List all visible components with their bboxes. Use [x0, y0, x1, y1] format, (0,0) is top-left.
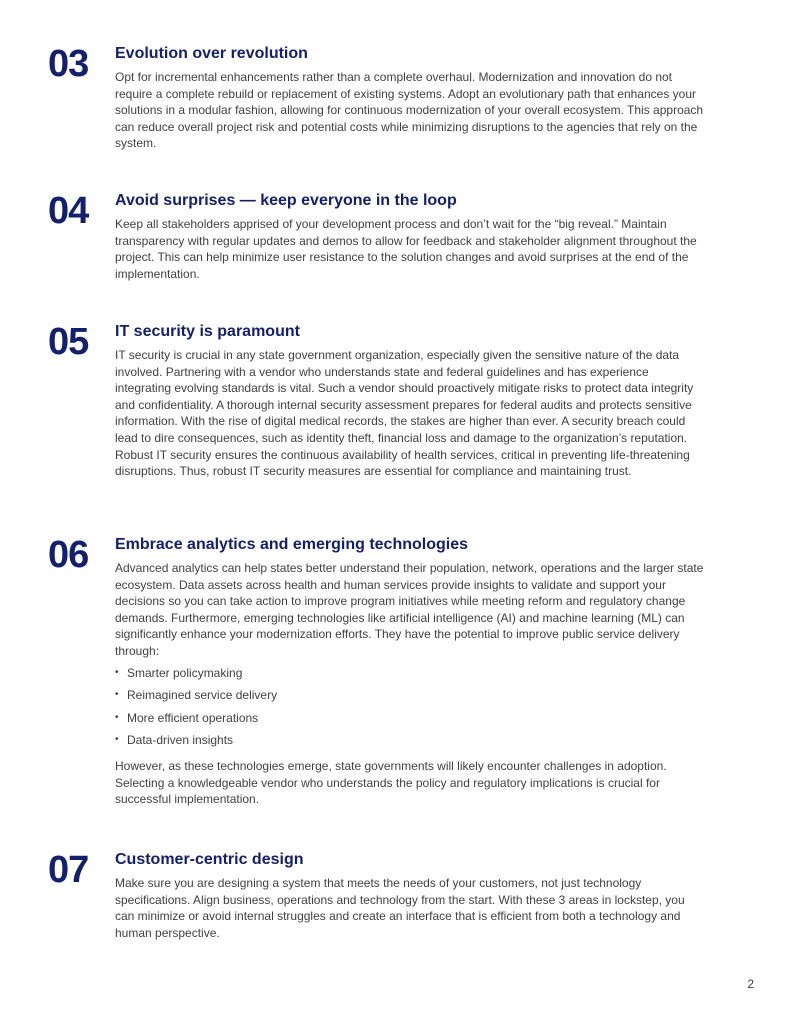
section-number: 03 — [48, 43, 89, 85]
section-body: IT security is crucial in any state government organization, especially given the sensitive nature of the data involved. Partnering with a vendor who understands state and federal guidelines and has experience integrating evolving standards is vital. Such a vendor should proactively mitigate risks to protect data integrity and confidentiality. A thorough internal security assessment prepares for federal audits and protects sensitive information. With the rise of digital medical records, the stakes are higher than ever. A security breach could lead to dire consequences, such as identity theft, financial loss and damage to the organization’s reputation. Robust IT security ensures the continuous availability of health services, critical in preventing life-threatening disruptions. Thus, robust IT security measures are essential for compliance and maintaining trust. — [115, 348, 694, 479]
bullet-icon: • — [115, 689, 119, 701]
list-item — [115, 665, 707, 681]
section-closing-paragraph: However, as these technologies emerge, state governments will likely encounter challenges in adoption. Selecting a knowledgeable vendor who understands the policy and regulatory implications is crucial for successful implementation. — [115, 759, 667, 807]
section-content — [115, 851, 707, 941]
list-item-text: Data-driven insights — [127, 733, 234, 748]
bullet-icon: • — [115, 666, 119, 678]
list-item — [115, 687, 707, 703]
section-number: 05 — [48, 321, 89, 363]
list-item-text: Smarter policymaking — [127, 665, 243, 680]
section-number: 07 — [48, 849, 89, 891]
bullet-icon: • — [115, 734, 119, 746]
list-item-text: Reimagined service delivery — [127, 688, 278, 703]
list-item-text: More efficient operations — [127, 710, 259, 725]
list-item — [115, 710, 707, 726]
section-heading: Embrace analytics and emerging technologies — [115, 536, 468, 553]
list-item — [115, 732, 707, 748]
section-heading: Avoid surprises — keep everyone in the loop — [115, 192, 457, 209]
section-number: 06 — [48, 534, 89, 576]
section-body: Keep all stakeholders apprised of your development process and don’t wait for the “big reveal.” Maintain transparency with regular updates and demos to allow for feedback and stakeholder alignment throughout the project. This can help minimize user resistance to the solution changes and avoid surprises at the end of the implementation. — [115, 217, 697, 281]
section-body: Opt for incremental enhancements rather than a complete overhaul. Modernization and innovation do not require a complete rebuild or replacement of existing systems. Adopt an evolutionary path that enhances your solutions in a modular fashion, allowing for continuous modernization of your overall ecosystem. This approach can reduce overall project risk and potential costs while minimizing disruptions to the agencies that rely on the system. — [115, 70, 704, 151]
section-number: 04 — [48, 190, 89, 232]
section-heading: IT security is paramount — [115, 323, 300, 340]
bullet-list — [115, 665, 707, 749]
page-number: 2 — [747, 977, 754, 991]
section-heading: Evolution over revolution — [115, 45, 308, 62]
section-body: Advanced analytics can help states better understand their population, network, operations and the larger state ecosystem. Data assets across health and human services provide insights to validate and support your decisions so you can take action to improve program initiatives while meeting reform and regulatory change demands. Furthermore, emerging technologies like artificial intelligence (AI) and machine learning (ML) can significantly enhance your modernization efforts. They have the potential to improve public service delivery through: — [115, 561, 704, 658]
section-content — [115, 45, 707, 152]
section-body: Make sure you are designing a system that meets the needs of your customers, not just technology specifications. Align business, operations and technology from the start. With these 3 areas in lockstep, you can minimize or avoid internal struggles and create an interface that is efficient from both a technology and human perspective. — [115, 876, 685, 940]
section-heading: Customer-centric design — [115, 851, 304, 868]
section-content — [115, 192, 707, 282]
section-content — [115, 536, 707, 808]
bullet-icon: • — [115, 711, 119, 723]
section-content — [115, 323, 707, 480]
